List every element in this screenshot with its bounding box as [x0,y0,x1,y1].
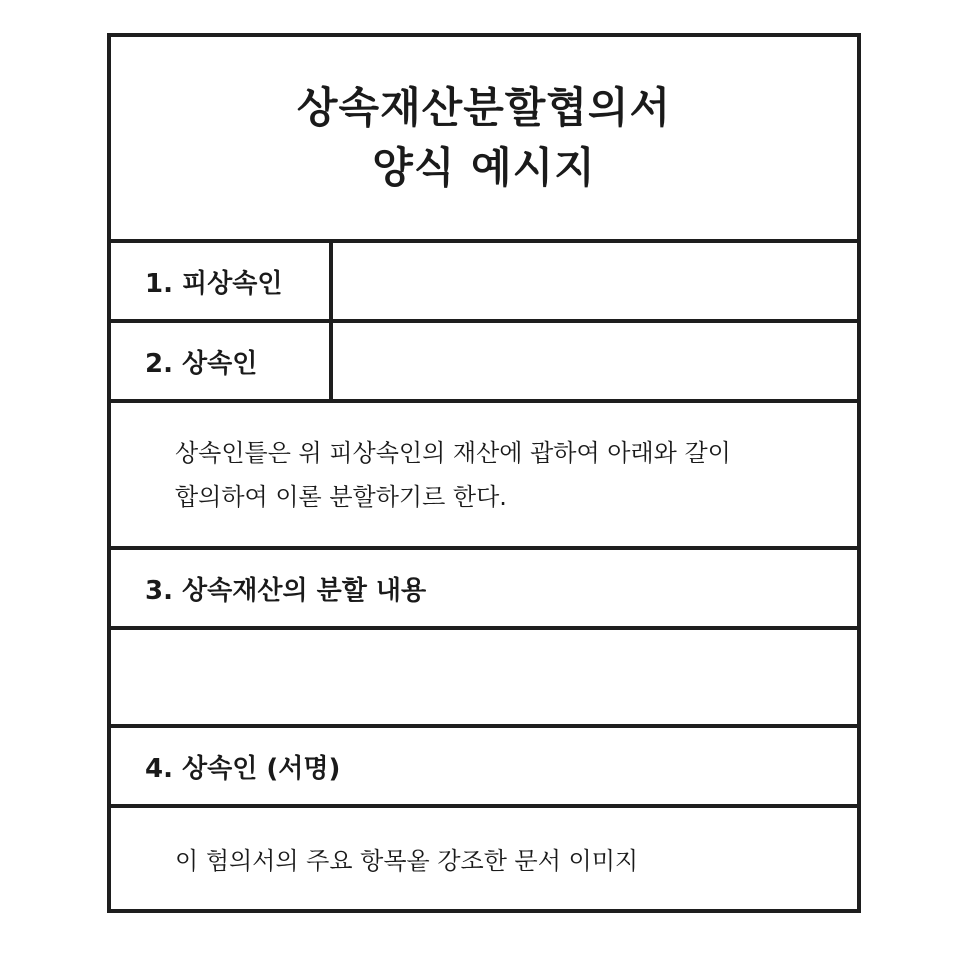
division-label-row [111,550,857,630]
signature-label-row [111,728,857,808]
heirs-value-field[interactable] [333,323,857,399]
division-content-field[interactable] [111,630,857,728]
agreement-line-2: 합의하여 이롣 분할하기르 한다. [175,482,507,511]
document-subtitle: 양식 예시지 [372,143,596,192]
agreement-document [107,33,861,913]
deceased-row [111,243,857,323]
division-label: 3. 상속재산의 분할 내용 [145,575,427,606]
heirs-label: 2. 상속인 [111,323,333,399]
heirs-row [111,323,857,403]
signature-label: 4. 상속인 (서명) [145,753,341,784]
document-title: 상속재산분할협의서 [296,83,672,132]
deceased-label: 1. 피상속인 [111,243,333,319]
title-section [111,37,857,243]
deceased-value-field[interactable] [333,243,857,319]
agreement-line-1: 상속인틑은 위 피상속인의 재산에 괍하여 아래와 갈이 [175,438,731,467]
signature-note: 이 험의서의 주요 항목옽 강조한 문서 이미지 [175,847,639,875]
signature-note-row [111,808,857,909]
agreement-statement [175,431,731,519]
agreement-statement-row [111,403,857,550]
